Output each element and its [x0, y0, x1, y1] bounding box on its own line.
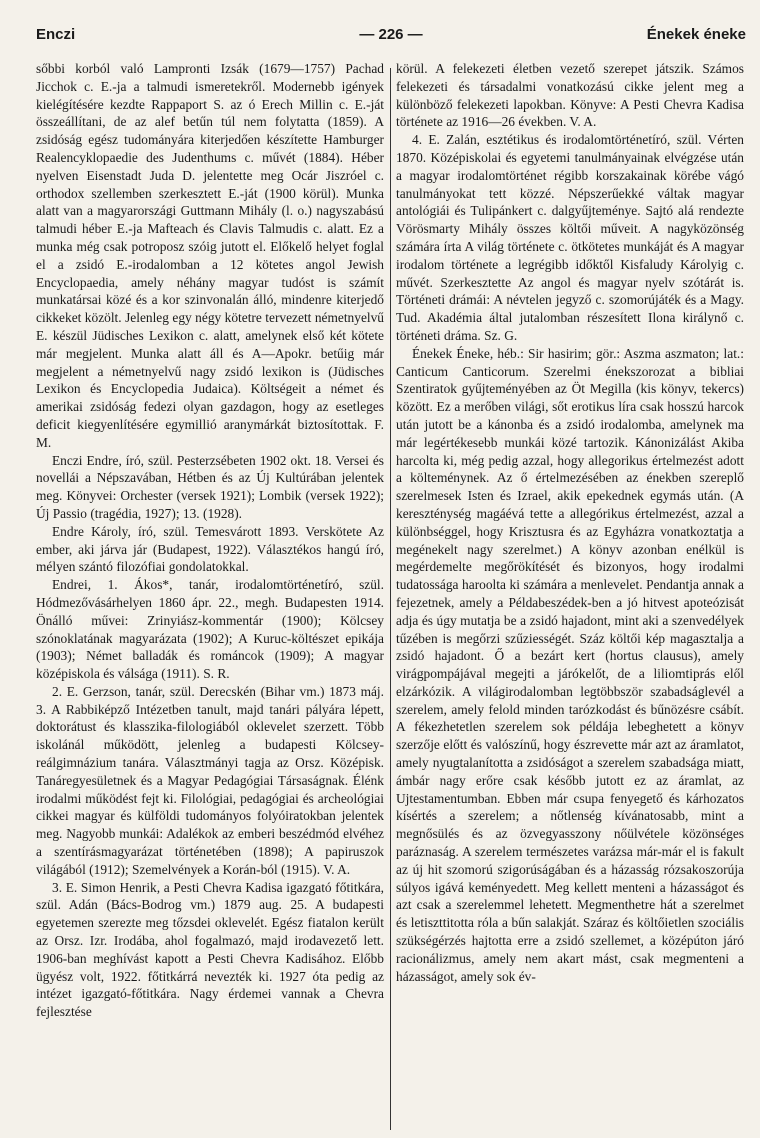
right-column [396, 60, 744, 1130]
entry-paragraph: 4. E. Zalán, esztétikus és irodalomtörténetíró, szül. Vérten 1870. Középiskolai és egyetemi tanulmányainak elvégzése után a magyar irodalomtörténet régibb korszakainak körébe vágó tanulmányokat tett közzé. Népszerűekké váltak magyar antológiái és Tulipánkert c. dalgyűjteménye. Sajtó alá rendezte Vörösmarty Mihály összes költői műveit. A nagyközönség számára írta A világ története c. ötkötetes munkáját és A magyar irodalom története a legrégibb időktől Kisfaludy Károlyig c. művét. Szerkesztette Az angol és magyar nyelv szótárát is. Történeti drámái: A névtelen jegyző c. szomorújáték és a Magy. Tud. Akadémia által jutalomban részesített Ilona királynő c. történeti dráma. Sz. G. [396, 132, 744, 343]
entry-paragraph: 2. E. Gerzson, tanár, szül. Derecskén (Bihar vm.) 1873 máj. 3. A Rabbiképző Intézetben tanult, majd tanári pályára lépett, doktorátust és klasszika-filologiából oklevelet szerzett. Több iskolánál működött, jelenleg a budapesti Kölcsey-reálgimnázium tanára. Választmányi tagja az Orsz. Középisk. Tanáregyesületnek és a Magyar Pedagógiai Társaságnak. Élénk irodalmi működést fejt ki. Filológiai, pedagógiai és archeológiai cikkei magyar és külföldi tudományos folyóiratokban jelentek meg. Nagyobb munkái: Adalékok az emberi beszédmód elvéhez a szentírásmagyarázat történetében (1898); A papiruszok világából (1912); Szemelvények a Korán-ból (1915). V. A. [36, 683, 384, 877]
text-columns [36, 60, 746, 1130]
entry-paragraph: Énekek Éneke, héb.: Sir hasirim; gör.: Aszma aszmaton; lat.: Canticum Canticorum. Szerelmi énekszorozat a bibliai Szentiratok gyűjteményében az Öt Megilla (kis könyv, tekercs) között. Ez a merőben világi, sőt erotikus líra csak hosszú harcok után jutott be a kánonba és a zsidó irodalomba, amelynek ma már legértékesebb munkái közé tartozik. Kánonizálást Akiba harcolta ki, még pedig azzal, hogy allegorikus értelmezést adott a költeménynek. Az ő értelmezésében az énekben szereplő szerelmesek Isten és Izrael, akik epekednek egymás után. (A kereszténység magáévá tette a allegórikus értelmezést, azzal a különbséggel, hogy Krisztusra és az Egyházra vonatkoztatja a megénekelt nagy szerelmet.) A könyv azonban enélkül is megérdemelte megőrökítését és bizonyos, hogy irodalmi tudatossága haroolta ki számára a menlevelet. Pendantja annak a fejezetnek, amely a Példabeszédek-ben a jó hitvest apoteózisát adja és úgy mutatja be a zsidó hajadont, mint aki a szenvedélyek tűzében is megőrzi szűziességét. Száz költői kép magasztalja a zsidó hajadont. Ő a bezárt kert (hortus clausus), amely virágpompájával megejti a járókelőt, de a liliomtiprás elől elzárkózik. A világirodalomban legtöbbször szabadságlevél a szerelem, amely felold minden tarózkodást és bűnözésre csábít. A fékezhetetlen szerelem sok példája lebeghetett a könyv szerzője előtt és valószínű, hogy észrevette már azt az áramlatot, amely nyugtalanította a zsidóságot a szerelem szabadsága miatt, ámbár nagy erőre csak később jutott ez az áramlat, az Ujtestamentumban. Ebben már csupa fenyegető és kárhozatos kísértés a szerelem; a nőtlenség kívánatosabb, mint a megnősülés és az özvegyasszony nőülvétele közönséges paráznaság. A szerelem természetes varázsa már-már el is fakult az új hit szomorú szigorúságában és a házasság rózsakoszorúja súlyos igává keményedett. Meg kellett menteni a házasságot és azt csak a szerelemmel lehetett. Megmenthetre hát a szerelmet és letiszttitotta róla a bűn salakját. Száraz és költőietlen szociális szükségérzés hajtotta erre a zsidó szellemet, a középúton járó racionálizmus, amely nem akart mást, csak megmenteni a házasságot, amely sok év- [396, 345, 744, 984]
entry-paragraph: Endre Károly, író, szül. Temesvárott 1893. Verskötete Az ember, aki járva jár (Budapest, 1922). Választékos hangú író, mélyen szántó filozófiai gondolatokkal. [36, 523, 384, 575]
entry-paragraph: körül. A felekezeti életben vezető szerepet játszik. Számos felekezeti és társadalmi vonatkozású cikke jelent meg a különböző felekezeti lapokban. Könyve: A Pesti Chevra Kadisa története az 1916—26 években. V. A. [396, 61, 744, 130]
entry-paragraph: Enczi Endre, író, szül. Pesterzsébeten 1902 okt. 18. Versei és novellái a Népszavában, Hétben és az Új Kultúrában jelentek meg. Könyvei: Orchester (versek 1921); Lombik (versek 1922); Új Passio (tragédia, 1927); 13. (1928). [36, 452, 384, 521]
column-divider [390, 68, 391, 1130]
left-column [36, 60, 384, 1130]
page-number: — 226 — [359, 26, 423, 43]
header-left-keyword: Enczi [36, 26, 76, 43]
entry-paragraph: sőbbi korból való Lampronti Izsák (1679—1757) Pachad Jicchok c. E.-ja a talmudi ismeretekről. Modernebb igények kielégítésére kezdte Rappaport S. az ó Erech Millin c. E.-ját összeállítani, de az alef betűn túl nem folytatta (1859). A zsidóság egész tudományára kiterjedően készítette Hamburger Realencyklopaedie des Judenthums c. művét (1884). Héber nyelven Eisenstadt Juda D. jelentette meg Ocár Jiszróel c. orthodox szellemben szerkesztett E.-ját (1900 körül). Munka alatt van a magyarországi Guttmann Mihály (l. o.) nagyszabású talmudi héber E.-ja Mafteach és Clavis Talmudis c. alatt. Ez a munka még csak potroposz szóig jutott el. Előkelő helyet foglal el a zsidó E.-irodalomban a 12 kötetes angol Jewish Encyclopaedia, amely néhány magyar tudóst is számít munkatársai közé és a kor szinvonalán álló, mindenre kiterjedő cikkeket közölt. Jelenleg egy négy kötetre tervezett németnyelvű E. készül Jüdisches Lexikon c. alatt, amelynek első két kötete már megjelent. Munka alatt áll és A—Apokr. betűig már megjelent a németnyelvű nagy zsidó lexikon is (Jüdisches Lexikon és Encyclopedia Judaica). Költségeit a német és amerikai zsidóság fedezi olyan gazdagon, hogy az esetleges deficit kiegyenlítésére egymillió aranymárkát biztosítottak. F. M. [36, 61, 384, 450]
header-right-keyword: Énekek éneke [646, 26, 746, 43]
entry-paragraph: 3. E. Simon Henrik, a Pesti Chevra Kadisa igazgató főtitkára, szül. Adán (Bács-Bodrog vm.) 1879 aug. 25. A budapesti egyetemen szerezte meg tőzsdei oklevelét. Egész fiatalon került az Orsz. Izr. Irodába, ahol fogalmazó, majd irodavezető lett. 1906-ban meghívást kapott a Pesti Chevra Kadisához. Előbb ügyész volt, 1922. főtitkárrá nevezték ki. 1927 óta pedig az intézet igazgató-főtitkára. Nagy érdemei vannak a Chevra fejlesztése [36, 879, 384, 1020]
entry-paragraph: Endrei, 1. Ákos*, tanár, irodalomtörténetíró, szül. Hódmezővásárhelyen 1860 ápr. 22., megh. Budapesten 1914. Önálló művei: Zrinyiász-kommentár (1900); Kölcsey szónoklatának magyarázata (1902); A Kuruc-költészet epikája (1903); Német balladák és románcok (1909); A magyar középiskola és válsága (1911). S. R. [36, 577, 384, 682]
page-header [36, 22, 746, 46]
